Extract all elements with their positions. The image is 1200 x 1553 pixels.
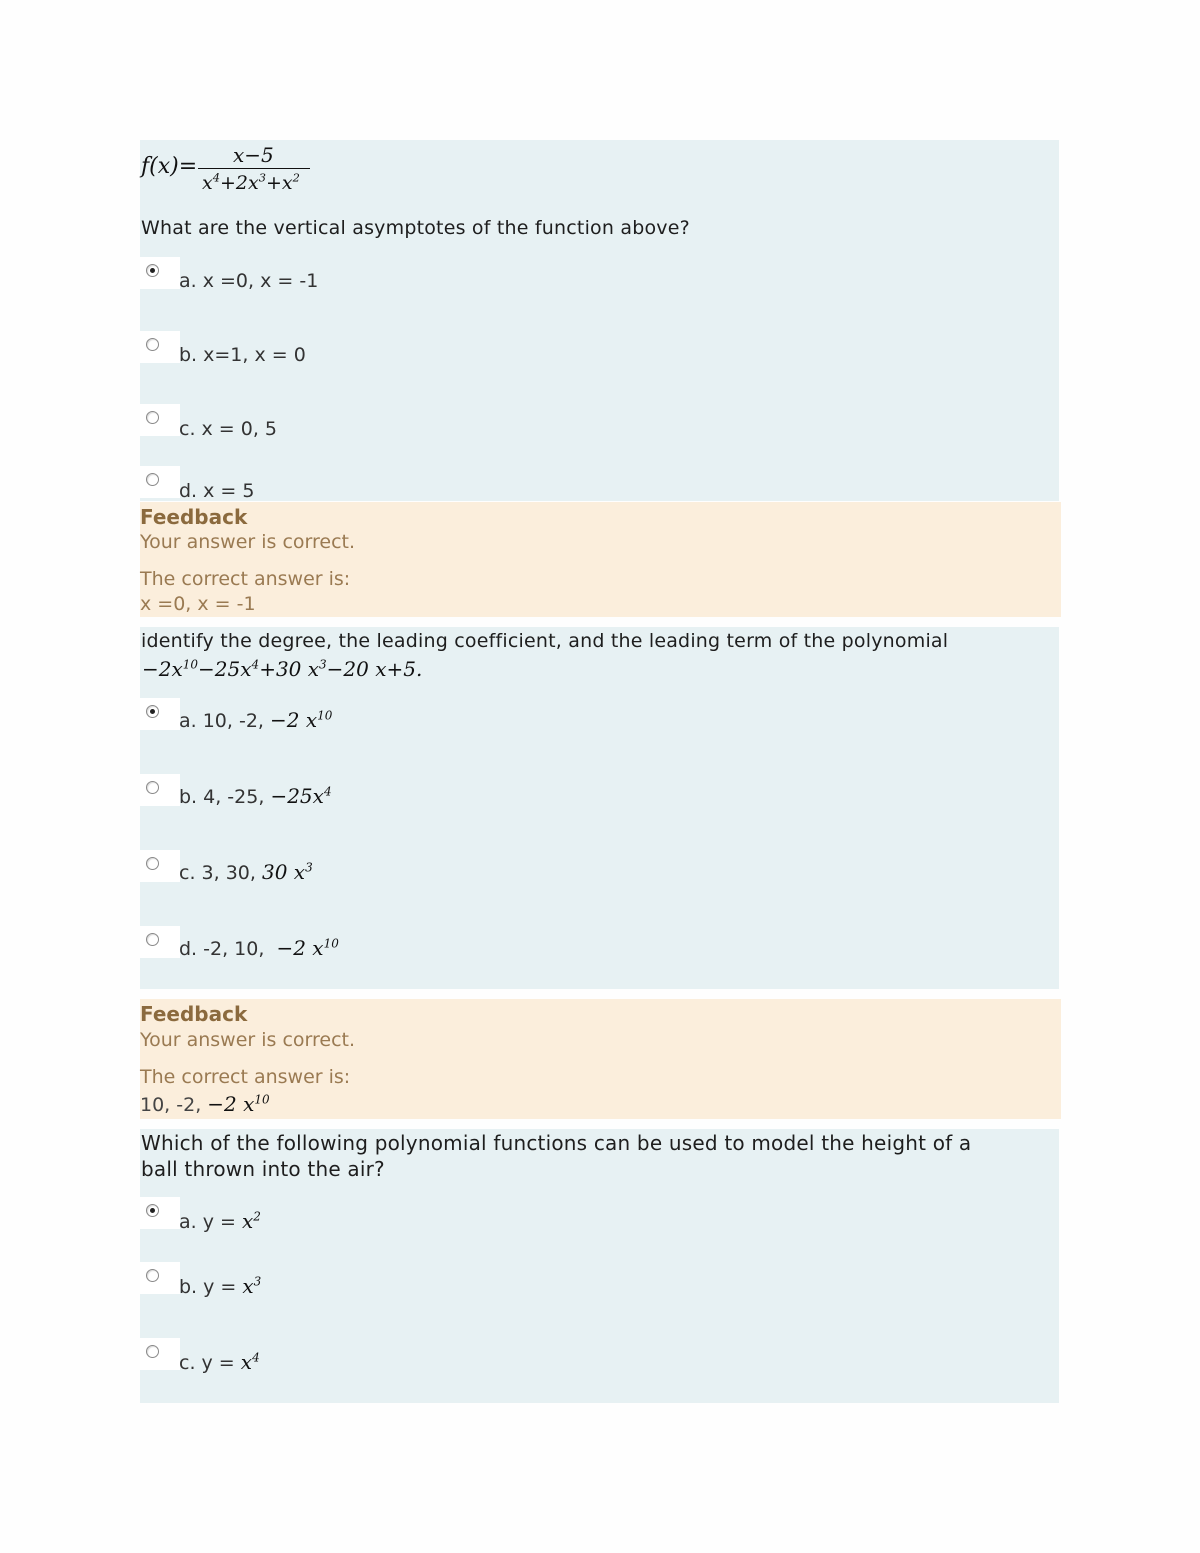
q1-option-c-radio[interactable] bbox=[140, 404, 160, 432]
q1-feedback-title: Feedback bbox=[140, 505, 248, 529]
q1-option-a-label[interactable]: a. x =0, x = -1 bbox=[179, 270, 319, 292]
q1-formula-lhs: f(x)= bbox=[141, 154, 198, 179]
q3-option-c-label[interactable]: c. $y = x^4$ bbox=[179, 1350, 260, 1374]
q3-option-c-radio[interactable] bbox=[140, 1338, 160, 1366]
question-1-panel bbox=[140, 140, 1059, 501]
q3-option-b-label[interactable]: b. $y = x^3$ bbox=[179, 1274, 262, 1298]
q2-feedback-correct-value: 10, -2, −2 $x^{10}$ bbox=[140, 1092, 270, 1116]
q1-fraction-bar bbox=[198, 168, 310, 169]
q1-question-text: What are the vertical asymptotes of the function above? bbox=[141, 217, 690, 239]
q1-feedback-status: Your answer is correct. bbox=[140, 531, 356, 553]
q3-question-text-line2: ball thrown into the air? bbox=[141, 1157, 385, 1181]
q3-option-b-math: $x^3$ bbox=[242, 1274, 262, 1298]
q1-formula-denominator: $x^4+2x^3+x^2$ bbox=[202, 170, 300, 194]
q2-polynomial: $-2x^{10}-25x^4+30$ $x^3-20$ x+5. bbox=[142, 657, 423, 681]
q1-feedback-correct-label: The correct answer is: bbox=[140, 568, 351, 590]
question-2-panel bbox=[140, 627, 1059, 989]
q2-option-d-radio[interactable] bbox=[140, 926, 160, 954]
q2-option-d-label[interactable]: d. -2, 10, −2 $x^{10}$ bbox=[179, 936, 339, 960]
q2-option-b-label[interactable]: b. 4, -25, $-25x^4$ bbox=[179, 784, 332, 808]
q2-feedback-correct-label: The correct answer is: bbox=[140, 1066, 351, 1088]
q1-option-d-label[interactable]: d. x = 5 bbox=[179, 480, 255, 502]
q2-feedback-status: Your answer is correct. bbox=[140, 1029, 356, 1051]
q2-question-text: identify the degree, the leading coefficient, and the leading term of the polynomial bbox=[141, 630, 949, 652]
q2-option-b-radio[interactable] bbox=[140, 774, 160, 802]
q1-feedback-correct-value: x =0, x = -1 bbox=[140, 593, 256, 615]
q2-option-a-radio[interactable] bbox=[140, 698, 160, 726]
q2-option-a-math: −2 $x^{10}$ bbox=[270, 708, 333, 732]
q1-option-c-label[interactable]: c. x = 0, 5 bbox=[179, 418, 278, 440]
q3-option-b-radio[interactable] bbox=[140, 1262, 160, 1290]
q2-feedback-correct-math: −2 $x^{10}$ bbox=[207, 1092, 270, 1116]
q3-option-c-math: $x^4$ bbox=[240, 1350, 260, 1374]
q2-option-a-label[interactable]: a. 10, -2, −2 $x^{10}$ bbox=[179, 708, 333, 732]
q1-option-d-radio[interactable] bbox=[140, 466, 160, 494]
q2-option-c-label[interactable]: c. 3, 30, 30 $x^3$ bbox=[179, 860, 313, 884]
q3-option-a-label[interactable]: a. $y = x^2$ bbox=[179, 1209, 261, 1233]
q1-option-b-label[interactable]: b. x=1, x = 0 bbox=[179, 344, 306, 366]
q2-option-d-math: −2 $x^{10}$ bbox=[276, 936, 339, 960]
q1-option-b-radio[interactable] bbox=[140, 331, 160, 359]
q2-feedback-title: Feedback bbox=[140, 1002, 248, 1026]
q2-option-c-math: 30 $x^3$ bbox=[261, 860, 313, 884]
q2-option-c-radio[interactable] bbox=[140, 850, 160, 878]
q3-option-a-radio[interactable] bbox=[140, 1197, 160, 1225]
q2-option-b-math: $-25x^4$ bbox=[270, 784, 332, 808]
q1-formula-numerator: x−5 bbox=[233, 143, 274, 167]
q3-option-a-math: $x^2$ bbox=[241, 1209, 261, 1233]
q1-option-a-radio[interactable] bbox=[140, 257, 160, 285]
q1-feedback-panel bbox=[140, 502, 1061, 617]
q3-question-text-line1: Which of the following polynomial functions can be used to model the height of a bbox=[141, 1131, 972, 1155]
q2-feedback-panel bbox=[140, 999, 1061, 1119]
